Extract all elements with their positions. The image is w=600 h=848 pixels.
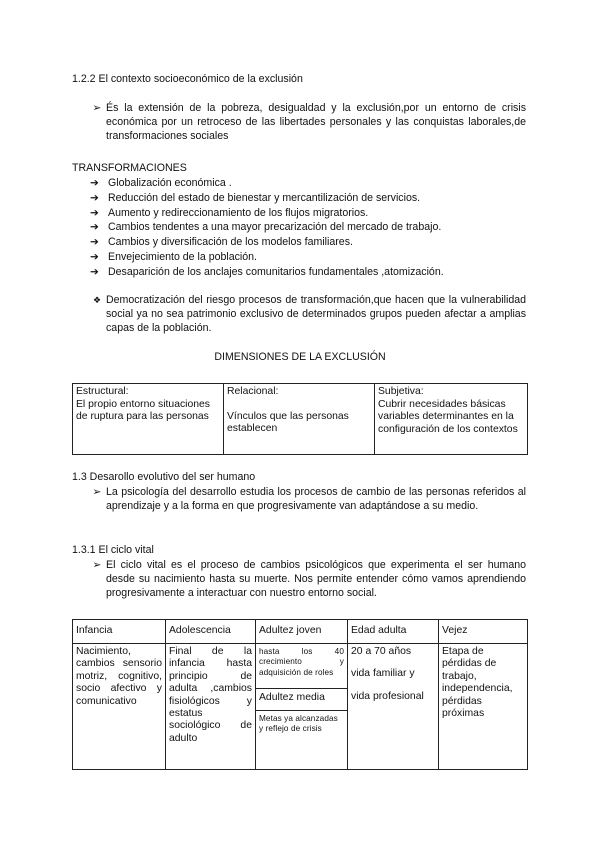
democratizacion-bullet (88, 293, 528, 336)
arrow-bullet-icon: ➔ (90, 236, 99, 249)
cell-estructural: Estructural: El propio entorno situaciones de ruptura para las personas (73, 384, 224, 455)
arrow-bullet-icon: ➔ (90, 177, 99, 189)
list-item: ➔ Envejecimiento de la población. (90, 250, 257, 263)
arrowhead-bullet-icon: ➢ (92, 102, 102, 114)
cell-adultez (256, 644, 348, 770)
dimensiones-table (72, 383, 528, 455)
list-item: ➔ Reducción del estado de bienestar y mercantilización de servicios. (90, 191, 421, 204)
list-item: ➔ Cambios y diversificación de los modelos familiares. (90, 236, 353, 249)
header-adolescencia: Adolescencia (166, 620, 256, 644)
section-122-bullet (88, 101, 528, 144)
header-edad-adulta: Edad adulta (348, 620, 439, 644)
cell-relacional: Relacional: Vínculos que las personas establecen (224, 384, 375, 455)
arrow-bullet-icon: ➔ (90, 191, 99, 204)
arrow-bullet-icon: ➔ (90, 221, 99, 234)
section-13-text: La psicología del desarrollo estudia los procesos de cambio de las personas referidos al aprendizaje y a la forma en que progresivamente van adaptándose a su medio. (106, 486, 526, 513)
adultez-media-label: Adultez media (256, 689, 347, 711)
transformaciones-list (90, 176, 444, 280)
section-131-text: El ciclo vital es el proceso de cambios psicológicos que experimenta el ser humano desde su nacimiento hasta su muerte. Nos permite entender cómo vamos aprendiendo progresivamente a interactuar con nuestro entorno social. (106, 559, 526, 600)
section-131-bullet (88, 558, 528, 601)
adultez-media-text: Metas ya alcanzadas y reflejo de crisis (259, 714, 338, 734)
header-infancia: Infancia (73, 620, 166, 644)
cell-edad-adulta: 20 a 70 años vida familiar y vida profesional (348, 644, 439, 770)
header-adultez-joven: Adultez joven (256, 620, 348, 644)
arrow-bullet-icon: ➔ (90, 206, 99, 219)
dimensiones-title: DIMENSIONES DE LA EXCLUSIÓN (214, 351, 386, 363)
diamond-bullet-icon: ❖ (92, 295, 102, 305)
section-131-title: 1.3.1 El ciclo vital (72, 544, 154, 556)
header-vejez: Vejez (439, 620, 528, 644)
section-13-bullet (88, 485, 528, 513)
section-122-title: 1.2.2 El contexto socioeconómico de la exclusión (72, 73, 303, 85)
arrow-bullet-icon: ➔ (90, 250, 99, 263)
section-13-title: 1.3 Desarollo evolutivo del ser humano (72, 471, 256, 483)
cell-subjetiva: Subjetiva: Cubrir necesidades básicas variables determinantes en la configuración de los contextos (375, 384, 528, 455)
section-122-text: És la extensión de la pobreza, desigualdad y la exclusión,por un entorno de crisis económica por un retroceso de las libertades personales y las conquistas laborales,de transformaciones sociales (106, 102, 526, 143)
cell-infancia: Nacimiento, cambios sensorio motriz, cognitivo, socio afectivo y comunicativo (73, 644, 166, 770)
list-item: ➔ Cambios tendentes a una mayor precarización del mercado de trabajo. (90, 221, 442, 234)
cell-adolescencia: Final de la infancia hasta principio de adulta ,cambios fisiológicos y estatus sociológico de adulto (166, 644, 256, 770)
list-item: ➔ Desaparición de los anclajes comunitarios fundamentales ,atomización. (90, 265, 444, 278)
arrowhead-bullet-icon: ➢ (92, 559, 102, 571)
democratizacion-text: Democratización del riesgo procesos de transformación,que hacen que la vulnerabilidad social ya no sea patrimonio exclusivo de determinados grupos pueden afectar a amplias capas de la población. (106, 294, 526, 335)
adultez-joven-text: hasta los 40 crecimiento y adquisición de roles (256, 644, 347, 689)
cell-vejez: Etapa de pérdidas de trabajo, independencia, pérdidas próximas (439, 644, 528, 770)
arrow-bullet-icon: ➔ (90, 265, 99, 278)
arrowhead-bullet-icon: ➢ (92, 486, 102, 498)
ciclo-vital-table (72, 619, 528, 770)
list-item: ➔ Aumento y redireccionamiento de los flujos migratorios. (90, 206, 369, 219)
transformaciones-title: TRANSFORMACIONES (72, 162, 187, 174)
list-item: ➔ Globalización económica . (90, 177, 232, 189)
